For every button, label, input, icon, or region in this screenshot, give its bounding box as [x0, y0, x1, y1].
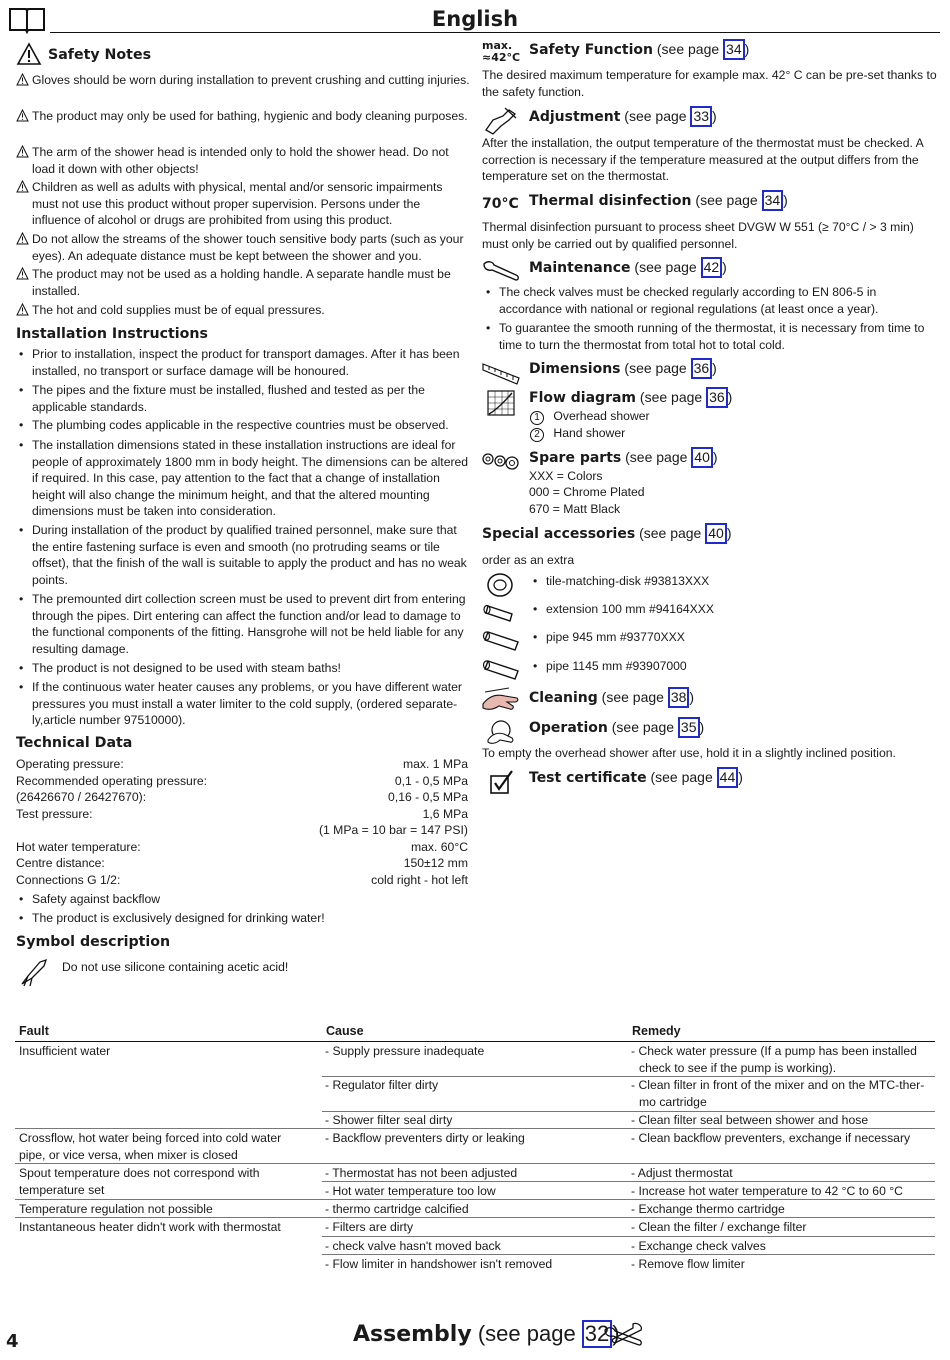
cause-cell: - Regulator filter dirty [325, 1078, 439, 1092]
warning-icon [16, 303, 29, 316]
accessory-item: • tile-matching-disk #93813XXX [533, 573, 709, 590]
page-link[interactable]: 40 [705, 523, 727, 544]
thermal-heading: Thermal disinfection (see page 34 ) [529, 192, 788, 209]
page-link[interactable]: 42 [701, 257, 723, 278]
safety-note: The hot and cold supplies must be of equal pressures. [16, 302, 472, 319]
page-number: 4 [6, 1331, 19, 1352]
cleaning-heading: Cleaning (see page 38 ) [529, 689, 695, 706]
safety-note: Do not allow the streams of the shower touch sensitive body parts (such as your eyes). An adequate distance must be kept between the shower and you. [16, 231, 472, 264]
spare-parts-heading: Spare parts (see page 40 ) [529, 449, 718, 466]
page-link[interactable]: 36 [691, 358, 713, 379]
assembly-heading: Assembly (see page 32 ) [353, 1321, 620, 1347]
cause-cell: - Flow limiter in handshower isn't removed [325, 1257, 553, 1271]
temp-badge: 70°C [482, 196, 519, 212]
special-subtitle: order as an extra [482, 553, 575, 567]
extension-icon [482, 600, 522, 624]
installation-item: • The product is not designed to be used with steam baths! [16, 660, 472, 677]
warning-icon [16, 180, 29, 193]
checkbox-icon [488, 768, 516, 796]
operation-hand-icon [484, 716, 518, 746]
warning-icon [16, 42, 42, 66]
fault-cell: Crossflow, hot water being forced into cold water pipe, or vice versa, when mixer is closed [19, 1131, 282, 1162]
adjustment-text: After the installation, the output temperature of the thermostat must be checked. A correction is necessary if the temperature measured at the output differs from the temperature set on the thermostat. [482, 136, 924, 183]
remedy-cell: - Adjust thermostat [631, 1166, 733, 1180]
safety-function-heading: Safety Function (see page 34 ) [529, 41, 750, 58]
thermal-text: Thermal disinfection pursuant to process sheet DVGW W 551 (≥ 70°C / > 3 min) must only be carried out by qualified personnel. [482, 220, 914, 251]
wrench-icon [482, 258, 522, 282]
warning-icon [16, 232, 29, 245]
cause-cell: - check valve hasn't moved back [325, 1239, 501, 1253]
flow-heading: Flow diagram (see page 36 ) [529, 389, 733, 406]
page-link[interactable]: 44 [717, 767, 739, 788]
header-rule [50, 32, 940, 33]
cause-cell: - Shower filter seal dirty [325, 1113, 453, 1127]
table-rule [15, 1217, 935, 1218]
ruler-icon [481, 360, 521, 386]
operation-heading: Operation (see page 35 ) [529, 719, 705, 736]
disk-icon [484, 572, 516, 598]
book-icon [8, 6, 46, 34]
installation-item: • The plumbing codes applicable in the respective countries must be observed. [16, 417, 472, 434]
table-rule [15, 1199, 935, 1200]
pipe-icon [482, 657, 522, 681]
special-accessories-heading: Special accessories (see page 40 ) [482, 525, 732, 542]
page-link[interactable]: 34 [762, 190, 784, 211]
max-temp-badge: max. ≈42°C [482, 39, 521, 64]
remedy-cell: - Increase hot water temperature to 42 °C to 60 °C [631, 1184, 903, 1198]
fault-cell: Spout temperature does not correspond with temperature set [19, 1166, 260, 1197]
symbol-title: Symbol description [16, 934, 171, 950]
table-rule [15, 1128, 935, 1129]
technical-bullet: • Safety against backflow [16, 891, 472, 908]
remedy-cell: - Clean the filter / exchange filter [631, 1220, 807, 1234]
safety-note: The product may only be used for bathing, hygienic and body cleaning purposes. [16, 108, 472, 125]
page-link[interactable]: 38 [668, 687, 690, 708]
page-title: English [431, 7, 519, 31]
certificate-heading: Test certificate (see page 44 ) [529, 769, 743, 786]
cause-cell: - thermo cartridge calcified [325, 1202, 469, 1216]
page-link[interactable]: 32 [582, 1320, 612, 1348]
spare-parts-icon [481, 450, 521, 472]
silicone-gun-icon [18, 956, 50, 988]
cause-cell: - Supply pressure inadequate [325, 1044, 485, 1058]
cause-cell: - Backflow preventers dirty or leaking [325, 1131, 525, 1145]
remedy-cell: - Clean filter seal between shower and hose [631, 1113, 869, 1127]
remedy-cell: - Clean backflow preventers, exchange if necessary [631, 1131, 911, 1145]
page-link[interactable]: 33 [690, 106, 712, 127]
table-rule [322, 1254, 935, 1255]
fault-cell: Temperature regulation not possible [19, 1202, 213, 1216]
cleaning-hand-icon [481, 686, 521, 714]
warning-icon [16, 109, 29, 122]
installation-item: • If the continuous water heater causes any problems, or you have different water pressures you must install a water limiter to the cold supply, (ordered separate-ly,article number 97510000). [16, 679, 472, 729]
accessory-item: • pipe 1145 mm #93907000 [533, 658, 687, 675]
page-link[interactable]: 34 [723, 39, 745, 60]
installation-item: • The pipes and the fixture must be installed, flushed and tested as per the applicable standards. [16, 382, 472, 415]
remedy-cell: - Remove flow limiter [631, 1257, 745, 1271]
safety-notes-title: Safety Notes [48, 47, 152, 63]
flow-diagram-icon [486, 389, 516, 417]
cause-cell: - Filters are dirty [325, 1220, 414, 1234]
table-rule [322, 1236, 935, 1237]
remedy-cell: - Exchange thermo cartridge [631, 1202, 785, 1216]
safety-note: Gloves should be worn during installation to prevent crushing and cutting injuries. [16, 72, 472, 89]
dimensions-heading: Dimensions (see page 36 ) [529, 360, 717, 377]
installation-item: • During installation of the product by qualified trained personnel, make sure that the entire fastening surface is even and smooth (no protruding seams or tile offset), that the finish of the wall is suitable to apply the product and has no weak points. [16, 522, 472, 588]
technical-title: Technical Data [16, 735, 133, 751]
adjustment-icon [483, 106, 519, 136]
flow-item: 2 Hand shower [530, 425, 625, 442]
spare-item: 670 = Matt Black [529, 502, 621, 516]
accessory-item: • pipe 945 mm #93770XXX [533, 629, 685, 646]
symbol-text: Do not use silicone containing acetic acid! [62, 960, 289, 974]
maintenance-item: • The check valves must be checked regularly according to EN 806-5 in accordance with national or regional regulations (at least once a year). [483, 284, 938, 317]
safety-note: The arm of the shower head is intended only to hold the shower head. Do not load it down with other objects! [16, 144, 472, 177]
fault-cell: Insufficient water [19, 1044, 111, 1058]
remedy-cell: - Clean filter in front of the mixer and on the MTC-ther-mo cartridge [631, 1078, 925, 1109]
warning-icon [16, 267, 29, 280]
installation-item: • The installation dimensions stated in these installation instructions are ideal for people of approximately 1800 mm in body height. The dimensions can be altered if required. In this case, pay attention to the fact that a change of installation height will also change the minimum height, and that the altered mounting dimensions must be taken into consideration. [16, 437, 472, 520]
table-rule [15, 1163, 935, 1164]
cause-cell: - Hot water temperature too low [325, 1184, 496, 1198]
warning-icon [16, 145, 29, 158]
table-rule [15, 1041, 935, 1042]
safety-function-text: The desired maximum temperature for example max. 42° C can be pre-set thanks to the safety function. [482, 68, 937, 99]
tools-icon [603, 1322, 645, 1348]
remedy-cell: - Check water pressure (If a pump has been installed check to see if the pump is working). [631, 1044, 917, 1075]
spare-item: XXX = Colors [529, 469, 603, 483]
page-link[interactable]: 35 [678, 717, 700, 738]
flow-item: 1 Overhead shower [530, 408, 650, 425]
installation-title: Installation Instructions [16, 326, 208, 342]
table-header-cause: Cause [326, 1024, 364, 1038]
cause-cell: - Thermostat has not been adjusted [325, 1166, 518, 1180]
page-link[interactable]: 40 [691, 447, 713, 468]
table-header-fault: Fault [19, 1024, 49, 1038]
table-rule [322, 1181, 935, 1182]
fault-cell: Instantaneous heater didn't work with thermostat [19, 1220, 281, 1234]
accessory-item: • extension 100 mm #94164XXX [533, 601, 714, 618]
remedy-cell: - Exchange check valves [631, 1239, 766, 1253]
technical-bullet: • The product is exclusively designed for drinking water! [16, 910, 472, 927]
adjustment-heading: Adjustment (see page 33 ) [529, 108, 717, 125]
table-header-remedy: Remedy [632, 1024, 681, 1038]
maintenance-item: • To guarantee the smooth running of the thermostat, it is necessary from time to time to turn the thermostat from total hot to total cold. [483, 320, 938, 353]
safety-note: The product may not be used as a holding handle. A separate handle must be installed. [16, 266, 472, 299]
pipe-icon [482, 628, 522, 652]
warning-icon [16, 73, 29, 86]
installation-item: • Prior to installation, inspect the product for transport damages. After it has been installed, no transport or surface damage will be honoured. [16, 346, 472, 379]
page-link[interactable]: 36 [706, 387, 728, 408]
spare-item: 000 = Chrome Plated [529, 485, 645, 499]
operation-text: To empty the overhead shower after use, hold it in a slightly inclined position. [482, 746, 896, 760]
safety-note: Children as well as adults with physical, mental and/or sensoric impairments must not use this product without proper supervision. Persons under the influence of alcohol or drugs are prohibited from using this product. [16, 179, 472, 229]
installation-item: • The premounted dirt collection screen must be used to prevent dirt from entering through the pipes. Dirt entering can affect the function and/or lead to damage to the functional components of the fitting. Hansgrohe will not be held liable for any resulting damage. [16, 591, 472, 657]
maintenance-heading: Maintenance (see page 42 ) [529, 259, 727, 276]
